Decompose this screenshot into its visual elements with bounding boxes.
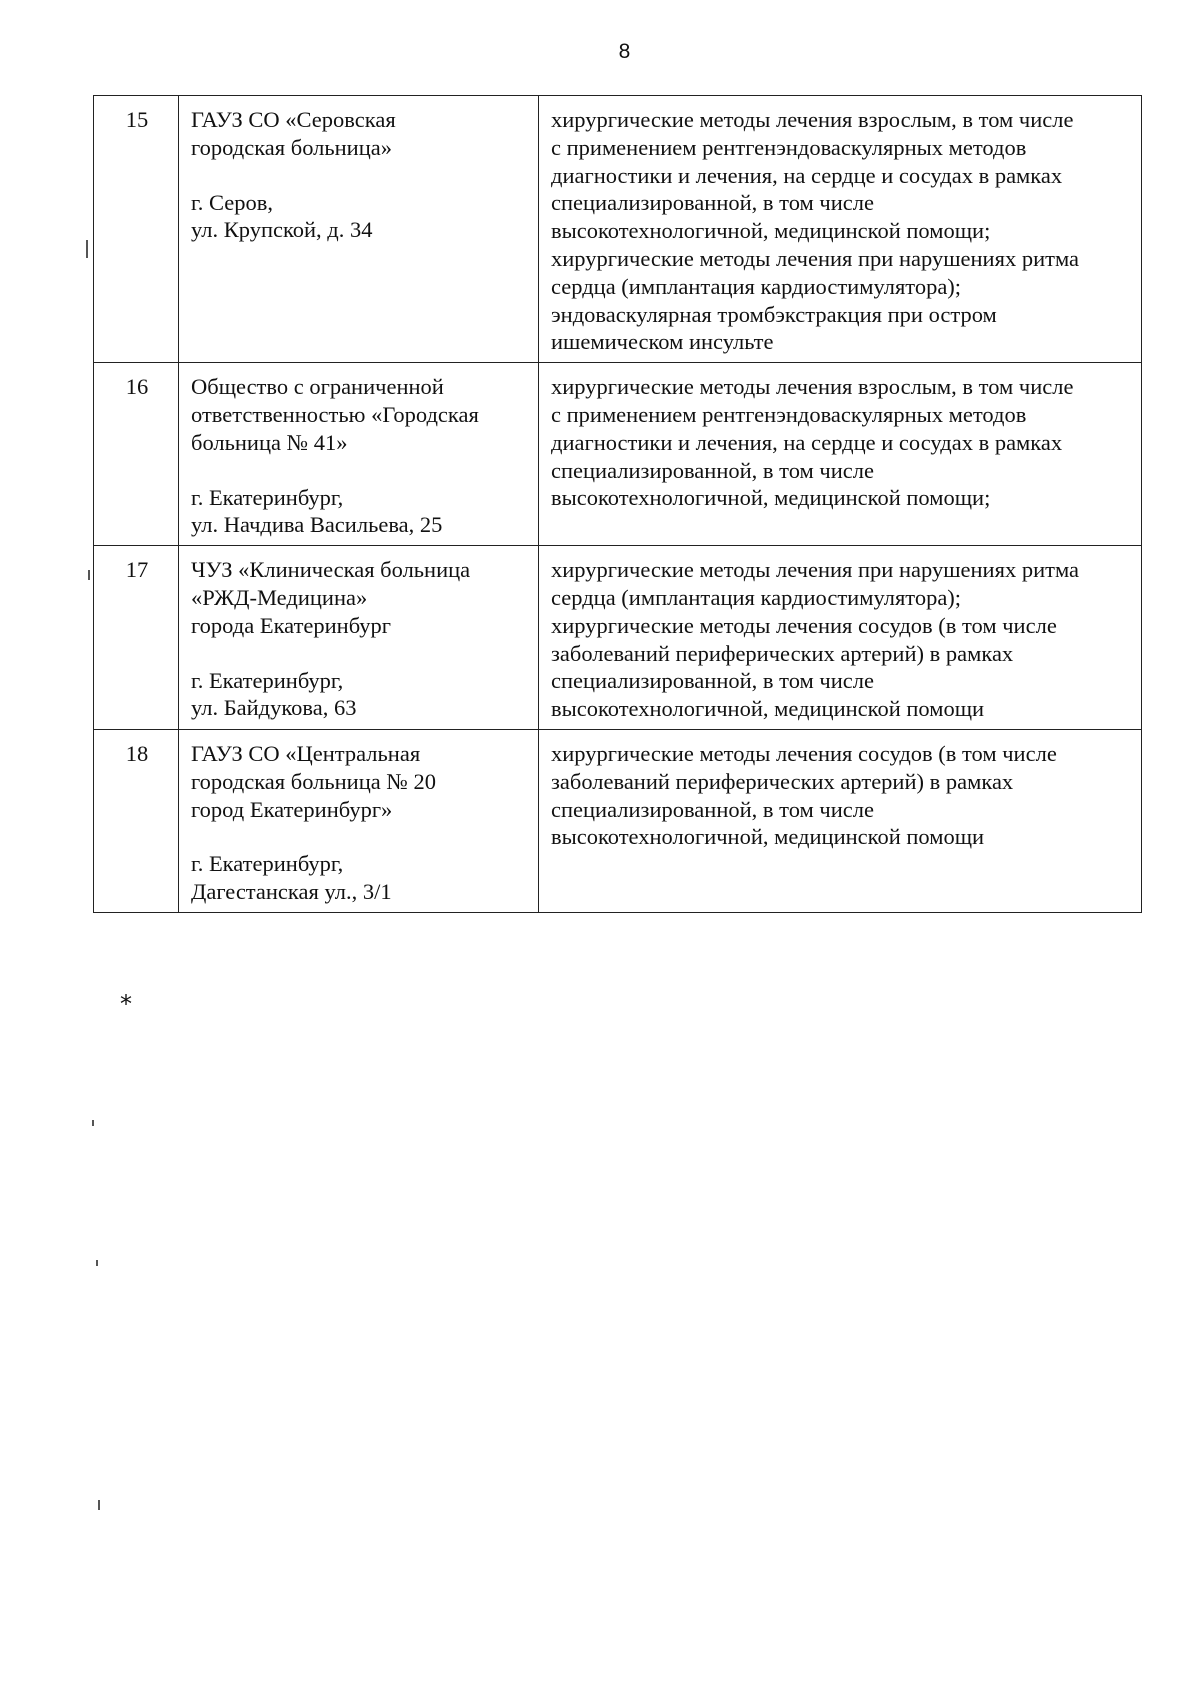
scan-speck	[96, 1260, 98, 1266]
service-line: диагностики и лечения, на сердце и сосудах в рамках	[551, 429, 1063, 455]
address-line: г. Екатеринбург,	[191, 667, 344, 693]
organization-address	[191, 850, 528, 906]
row-number-cell: 16	[94, 363, 179, 546]
row-number-cell: 15	[94, 96, 179, 363]
service-line: эндоваскулярная тромбэкстракция при остром	[551, 301, 997, 327]
services-cell	[539, 729, 1142, 912]
service-line: высокотехнологичной, медицинской помощи	[551, 824, 985, 850]
address-line: ул. Байдукова, 63	[191, 695, 357, 721]
service-line: специализированной, в том числе	[551, 668, 874, 694]
table-row	[94, 729, 1142, 912]
organization-name	[191, 740, 528, 823]
service-line: диагностики и лечения, на сердце и сосудах в рамках	[551, 162, 1063, 188]
organization-name-line: ответственностью «Городская	[191, 401, 479, 427]
service-line: высокотехнологичной, медицинской помощи;	[551, 485, 991, 511]
scan-speck	[92, 1120, 94, 1126]
row-number-cell: 18	[94, 729, 179, 912]
organization-name-line: больница № 41»	[191, 429, 348, 455]
scan-speck	[88, 570, 90, 580]
organization-address	[191, 484, 528, 540]
address-line: ул. Крупской, д. 34	[191, 217, 373, 243]
footnote-asterisk: *	[120, 990, 132, 1018]
service-line: с применением рентгенэндоваскулярных методов	[551, 134, 1027, 160]
organization-cell	[179, 546, 539, 730]
organization-address	[191, 189, 528, 245]
organization-name-line: ГАУЗ СО «Центральная	[191, 740, 421, 766]
service-line: хирургические методы лечения сосудов (в том числе	[551, 612, 1057, 638]
organization-name	[191, 373, 528, 456]
address-line: Дагестанская ул., 3/1	[191, 879, 392, 905]
organization-cell	[179, 96, 539, 363]
service-line: хирургические методы лечения сосудов (в том числе	[551, 740, 1057, 766]
organization-name-line: Общество с ограниченной	[191, 374, 444, 400]
organization-name	[191, 106, 528, 162]
scan-speck	[98, 1500, 100, 1510]
service-line: высокотехнологичной, медицинской помощи	[551, 696, 985, 722]
service-line: заболеваний периферических артерий) в рамках	[551, 768, 1014, 794]
organization-address	[191, 667, 528, 723]
address-line: г. Екатеринбург,	[191, 484, 344, 510]
organization-cell	[179, 729, 539, 912]
service-line: хирургические методы лечения при нарушениях ритма	[551, 557, 1080, 583]
service-line: хирургические методы лечения при нарушениях ритма	[551, 245, 1080, 271]
service-line: сердца (имплантация кардиостимулятора);	[551, 273, 962, 299]
services-cell	[539, 363, 1142, 546]
hospital-registry-table	[93, 95, 1142, 913]
organization-name-line: «РЖД-Медицина»	[191, 584, 368, 610]
service-line: специализированной, в том числе	[551, 796, 874, 822]
organization-name	[191, 556, 528, 639]
organization-name-line: городская больница»	[191, 134, 393, 160]
organization-name-line: городская больница № 20	[191, 768, 436, 794]
table-body	[94, 96, 1142, 913]
organization-name-line: города Екатеринбург	[191, 612, 392, 638]
address-line: ул. Начдива Васильева, 25	[191, 512, 443, 538]
services-cell	[539, 96, 1142, 363]
service-line: хирургические методы лечения взрослым, в том числе	[551, 374, 1074, 400]
table-row	[94, 96, 1142, 363]
service-line: специализированной, в том числе	[551, 457, 874, 483]
service-line: заболеваний периферических артерий) в рамках	[551, 640, 1014, 666]
service-line: хирургические методы лечения взрослым, в том числе	[551, 107, 1074, 132]
services-cell	[539, 546, 1142, 730]
service-line: высокотехнологичной, медицинской помощи;	[551, 218, 991, 244]
organization-name-line: город Екатеринбург»	[191, 796, 393, 822]
table-row	[94, 363, 1142, 546]
service-line: специализированной, в том числе	[551, 190, 874, 216]
row-number-cell: 17	[94, 546, 179, 730]
service-line: ишемическом инсульте	[551, 329, 774, 355]
service-line: сердца (имплантация кардиостимулятора);	[551, 584, 962, 610]
scan-speck	[86, 240, 88, 258]
organization-name-line: ЧУЗ «Клиническая больница	[191, 557, 471, 583]
table-row	[94, 546, 1142, 730]
organization-cell	[179, 363, 539, 546]
organization-name-line: ГАУЗ СО «Серовская	[191, 107, 396, 132]
address-line: г. Серов,	[191, 189, 273, 215]
address-line: г. Екатеринбург,	[191, 851, 344, 877]
page-number: 8	[618, 40, 632, 63]
service-line: с применением рентгенэндоваскулярных методов	[551, 401, 1027, 427]
